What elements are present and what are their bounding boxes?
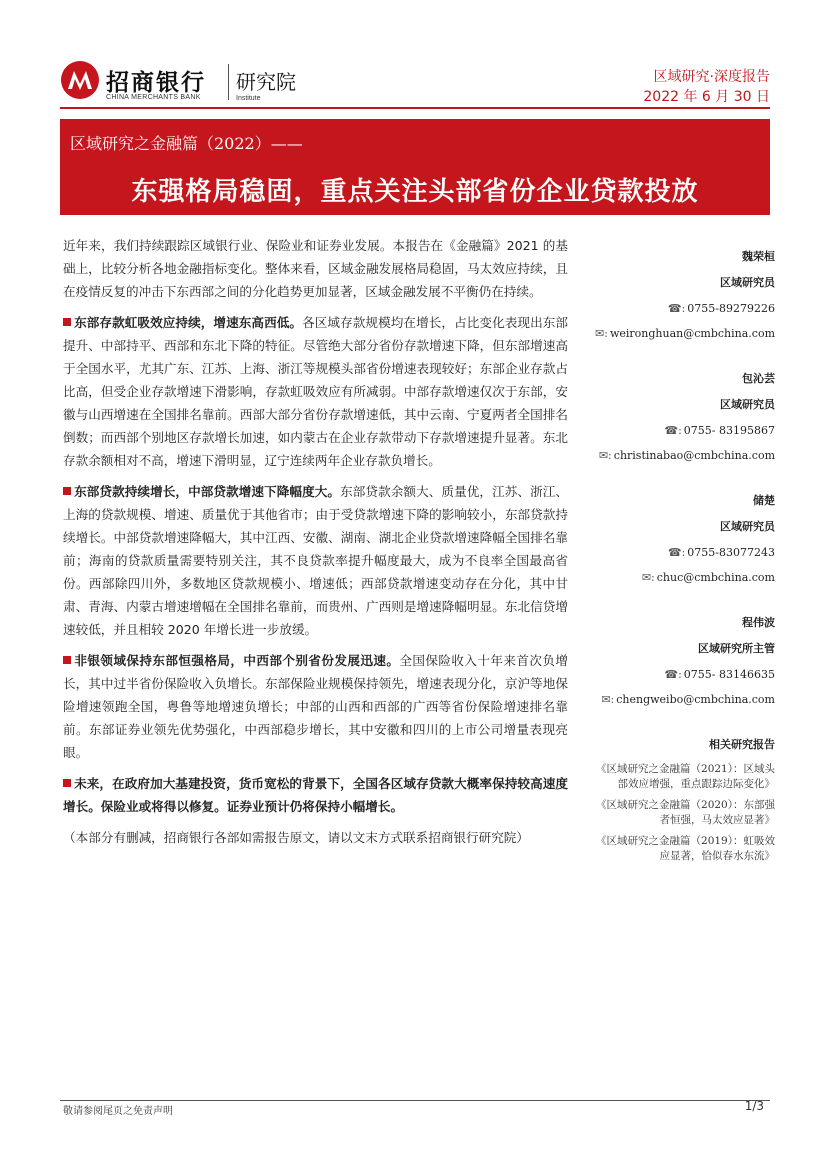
- nonbank-paragraph: [63, 649, 568, 764]
- bullet-square-icon: [63, 318, 71, 326]
- phone-icon: ☎:: [664, 424, 682, 437]
- nonbank-text: 全国保险收入十年来首次负增长，其中过半省份保险收入负增长。东部保险业规模保持领先，增速表现分化，京沪等地保险增速领跑全国，粤鲁等地增速负增长；中部的山西和西部的广西等省份保险增速排名靠前。东部证券业领先优势强化，中西部稳步增长，其中安徽和四川的上市公司增量表现亮眼。: [63, 653, 568, 760]
- analyst-card: [586, 248, 775, 342]
- email-address[interactable]: weironghuan@cmbchina.com: [609, 327, 775, 340]
- brand-separator: [228, 64, 229, 100]
- analyst-phone: [586, 423, 775, 439]
- analyst-name: 包沁芸: [742, 372, 775, 385]
- abridged-note: （本部分有删减，招商银行各部如需报告原文，请以文末方式联系招商银行研究院）: [63, 830, 529, 845]
- analyst-role: 区域研究员: [720, 520, 775, 533]
- institute-name: 研究院: [236, 70, 296, 94]
- disclaimer-note: 敬请参阅尾页之免责声明: [63, 1106, 173, 1117]
- phone-icon: ☎:: [664, 668, 682, 681]
- related-report-link[interactable]: 《区域研究之金融篇（2021）：区域头部效应增强，重点跟踪边际变化》: [596, 763, 775, 790]
- analyst-name: 魏荣桓: [742, 250, 775, 263]
- phone-number: 0755-89279226: [687, 302, 775, 315]
- analyst-card: [586, 614, 775, 708]
- phone-icon: ☎:: [667, 546, 686, 559]
- analyst-role: 区域研究员: [720, 398, 775, 411]
- analyst-card: [586, 370, 775, 464]
- bullet-square-icon: [63, 779, 71, 787]
- analyst-email: [586, 326, 775, 342]
- analyst-card: [586, 492, 775, 586]
- phone-icon: ☎:: [667, 302, 686, 315]
- analyst-email: [586, 570, 775, 586]
- analyst-name: 储楚: [753, 494, 775, 507]
- phone-number: 0755- 83146635: [683, 668, 775, 681]
- email-address[interactable]: chuc@cmbchina.com: [656, 571, 775, 584]
- phone-number: 0755- 83195867: [683, 424, 775, 437]
- email-address[interactable]: christinabao@cmbchina.com: [613, 449, 775, 462]
- header-divider: [60, 107, 770, 109]
- intro-paragraph: 近年来，我们持续跟踪区域银行业、保险业和证券业发展。本报告在《金融篇》2021 的基础上，比较分析各地金融指标变化。整体来看，区域金融发展格局稳固，马太效应持续，且在疫情反复的冲击下东西部之间的分化趋势更加显著，区域金融发展不平衡仍在持续。: [63, 238, 568, 299]
- report-type: 区域研究·深度报告: [653, 69, 770, 85]
- analyst-email: [586, 448, 775, 464]
- report-series: 区域研究之金融篇（2022）——: [70, 134, 303, 153]
- analyst-phone: [586, 667, 775, 683]
- page-header: [60, 58, 770, 106]
- loan-headline: 东部贷款持续增长，中部贷款增速下降幅度大。: [74, 484, 341, 499]
- related-reports-heading: 相关研究报告: [709, 738, 775, 751]
- analyst-phone: [586, 301, 775, 317]
- brand-name-en: CHINA MERCHANTS BANK: [106, 94, 201, 101]
- mail-icon: ✉:: [595, 327, 608, 340]
- mail-icon: ✉:: [598, 449, 612, 462]
- related-report-link[interactable]: 《区域研究之金融篇（2020）：东部强者恒强，马太效应显著》: [596, 799, 775, 826]
- deposit-paragraph: [63, 311, 568, 472]
- cmb-logo-icon: [60, 60, 100, 100]
- email-address[interactable]: chengweibo@cmbchina.com: [616, 693, 775, 706]
- loan-text: 东部贷款余额大、质量优，江苏、浙江、上海的贷款规模、增速、质量优于其他省市；由于受贷款增速下降的影响较小，东部贷款持续增长。中部贷款增速降幅大，其中江西、安徽、湖南、湖北企业贷款增速降幅全国排名靠前；海南的贷款质量需要特别关注，其不良贷款率提升幅度最大，成为不良率全国最高省份。西部除四川外，多数地区贷款规模小、增速低；西部贷款增速变动存在分化，其中甘肃、青海、内蒙古增速增幅在全国排名靠前，而贵州、广西则是增速降幅明显。东北信贷增速较低，并且相较 2020 年增长进一步放缓。: [63, 484, 569, 637]
- institute-name-en: Institute: [236, 95, 261, 102]
- analyst-role: 区域研究所主管: [698, 642, 775, 655]
- mail-icon: ✉:: [641, 571, 655, 584]
- brand-name: 招商银行: [106, 69, 206, 96]
- mail-icon: ✉:: [601, 693, 615, 706]
- page-number: 1/3: [744, 1099, 764, 1113]
- title-banner: [60, 119, 770, 215]
- phone-number: 0755-83077243: [687, 546, 775, 559]
- report-date: 2022 年 6 月 30 日: [643, 89, 770, 105]
- report-body: [63, 234, 568, 857]
- analyst-name: 程伟波: [742, 616, 775, 629]
- analyst-role: 区域研究员: [720, 276, 775, 289]
- outlook-text: 未来，在政府加大基建投资，货币宽松的背景下，全国各区域存贷款大概率保持较高速度增长。保险业或将得以修复。证券业预计仍将保持小幅增长。: [63, 776, 568, 814]
- footer-divider: [60, 1100, 770, 1101]
- deposit-headline: 东部存款虹吸效应持续，增速东高西低。: [74, 315, 303, 330]
- deposit-text: 各区域存款规模均在增长，占比变化表现出东部提升、中部持平、西部和东北下降的特征。尽管绝大部分省份存款增速下降，但东部增速高于全国水平，尤其广东、江苏、上海、浙江等规模头部省份增速表现较好；东部企业存款占比高，但受企业存款增速下滑影响，存款虹吸效应有所减弱。中部存款增速仅次于东部，安徽与山西增速在全国排名靠前。西部大部分省份存款增速低，其中云南、宁夏两者全国排名倒数；而西部个别地区存款增长加速，如内蒙古在企业存款带动下存款增速提升显著。东北存款余额相对不高，增速下滑明显，辽宁连续两年企业存款负增长。: [63, 315, 569, 468]
- bullet-square-icon: [63, 656, 71, 664]
- loan-paragraph: [63, 480, 568, 641]
- bullet-square-icon: [63, 487, 71, 495]
- related-report-link[interactable]: 《区域研究之金融篇（2019）：虹吸效应显著，恰似春水东流》: [596, 835, 775, 862]
- analyst-email: [586, 692, 775, 708]
- outlook-paragraph: [63, 772, 568, 818]
- analyst-phone: [586, 545, 775, 561]
- sidebar: [586, 248, 775, 870]
- report-title: 东强格局稳固，重点关注头部省份企业贷款投放: [131, 177, 699, 207]
- nonbank-headline: 非银领域保持东部恒强格局，中西部个别省份发展迅速。: [74, 653, 400, 668]
